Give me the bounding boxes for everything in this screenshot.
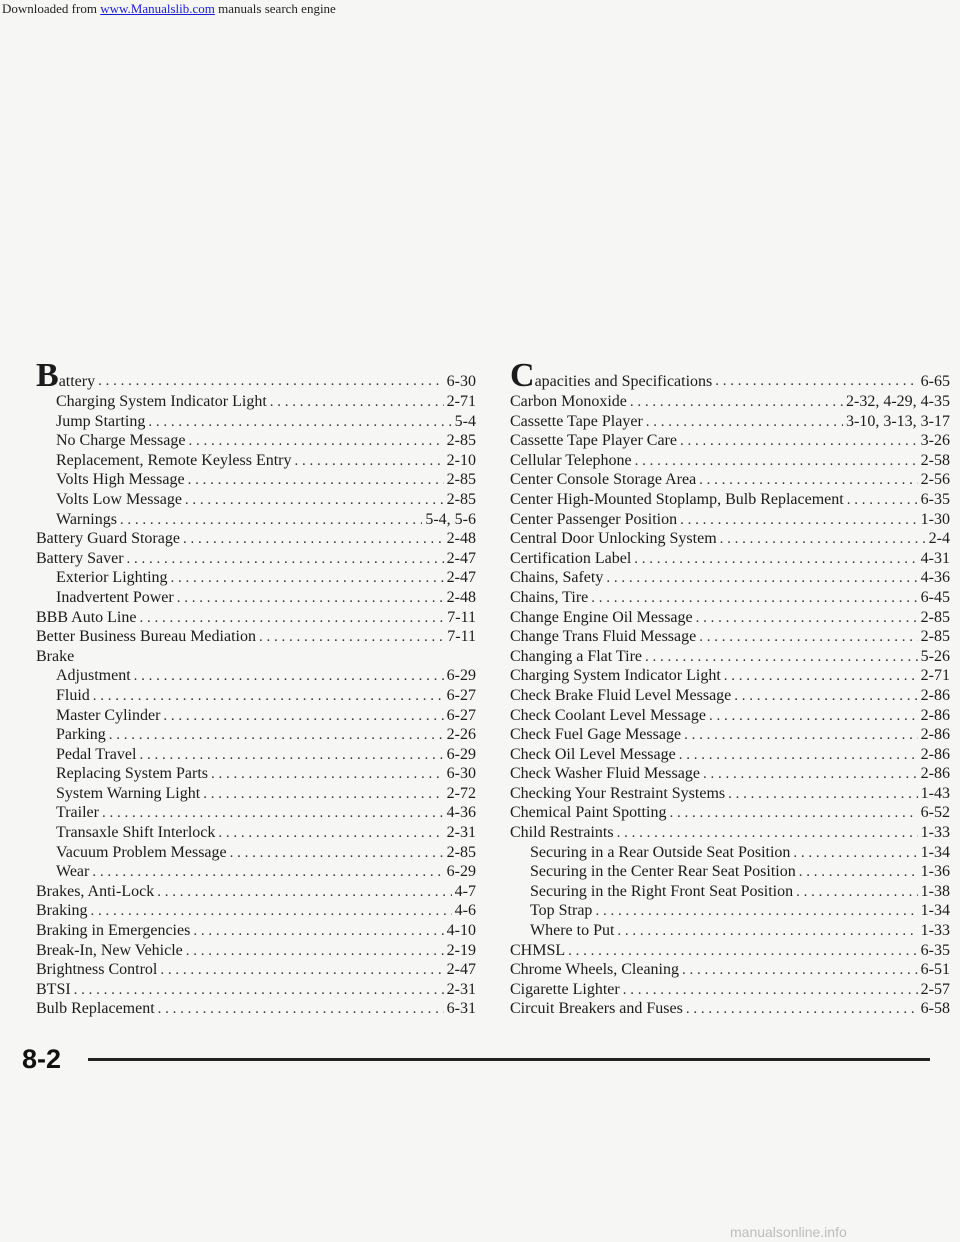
index-entry (36, 921, 476, 941)
entry-page-ref: 2-85 (920, 628, 950, 646)
dot-leader (568, 942, 918, 962)
entry-label: Securing in the Right Front Seat Position (530, 882, 794, 900)
footer-rule (88, 1058, 930, 1061)
entry-page-ref: 2-86 (920, 686, 950, 704)
index-entry (510, 901, 950, 921)
entry-page-ref: 6-29 (446, 745, 476, 763)
drop-cap: B (36, 357, 59, 395)
entry-label: No Charge Message (56, 432, 186, 450)
drop-cap: C (510, 357, 535, 395)
index-entry (510, 706, 950, 726)
entry-page-ref: 2-10 (446, 451, 476, 469)
entry-page-ref: 2-19 (446, 941, 476, 959)
entry-label: BBB Auto Line (36, 608, 137, 626)
entry-label: Check Oil Level Message (510, 745, 676, 763)
index-entry (510, 823, 950, 843)
entry-page-ref: 2-71 (920, 667, 950, 685)
entry-page-ref: 4-31 (920, 549, 950, 567)
entry-page-ref: 1-33 (920, 824, 950, 842)
index-entry (510, 999, 950, 1019)
index-entry (36, 784, 476, 804)
index-entry (36, 568, 476, 588)
index-entry (36, 627, 476, 647)
entry-page-ref: 2-47 (446, 569, 476, 587)
entry-page-ref: 1-34 (920, 843, 950, 861)
dot-leader (183, 530, 444, 550)
index-entry (36, 412, 476, 432)
index-entry (36, 803, 476, 823)
dot-leader (93, 687, 444, 707)
index-entry (510, 941, 950, 961)
entry-label: Jump Starting (56, 412, 146, 430)
banner-suffix: manuals search engine (214, 1, 336, 16)
entry-label: Transaxle Shift Interlock (56, 824, 216, 842)
index-entry (510, 412, 950, 432)
entry-page-ref: 6-35 (920, 490, 950, 508)
entry-label: Circuit Breakers and Fuses (510, 1000, 683, 1018)
entry-label: Cellular Telephone (510, 451, 632, 469)
index-entry (36, 862, 476, 882)
entry-page-ref: 7-11 (447, 628, 476, 646)
entry-label: Volts High Message (56, 471, 185, 489)
entry-page-ref: 2-86 (920, 765, 950, 783)
dot-leader (734, 687, 917, 707)
entry-label: Chemical Paint Spotting (510, 804, 667, 822)
entry-page-ref: 6-65 (920, 373, 950, 391)
index-entry (36, 510, 476, 530)
entry-page-ref: 5-4, 5-6 (425, 510, 476, 528)
entry-label: Brakes, Anti-Lock (36, 882, 155, 900)
entry-label: Break-In, New Vehicle (36, 941, 183, 959)
entry-label: Securing in a Rear Outside Seat Position (530, 843, 791, 861)
index-column-left (36, 357, 476, 1019)
entry-page-ref: 2-47 (446, 549, 476, 567)
entry-page-ref: 2-4 (928, 530, 950, 548)
dot-leader (193, 922, 443, 942)
index-entry (36, 725, 476, 745)
dot-leader (724, 667, 918, 687)
entry-page-ref: 2-56 (920, 471, 950, 489)
entry-page-ref: 2-32, 4-29, 4-35 (846, 393, 950, 410)
dot-leader (177, 589, 444, 609)
index-entry (36, 608, 476, 628)
index-entry (510, 666, 950, 686)
dot-leader (699, 628, 917, 648)
entry-page-ref: 6-27 (446, 686, 476, 704)
entry-label: Change Trans Fluid Message (510, 628, 697, 646)
dot-leader (127, 550, 444, 570)
page-number: 8-2 (22, 1044, 62, 1074)
entry-page-ref: 1-43 (920, 784, 950, 802)
entry-label: Replacement, Remote Keyless Entry (56, 451, 292, 469)
entry-label: Exterior Lighting (56, 569, 168, 587)
index-entry (510, 608, 950, 628)
index-entry (510, 784, 950, 804)
dot-leader (646, 413, 843, 433)
entry-page-ref: 3-10, 3-13, 3-17 (846, 412, 950, 430)
dot-leader (157, 883, 451, 903)
index-entry (510, 980, 950, 1000)
dot-leader (696, 609, 918, 629)
dot-leader (682, 961, 918, 981)
index-column-right (510, 357, 950, 1019)
entry-label: Check Brake Fluid Level Message (510, 686, 732, 704)
entry-page-ref: 4-36 (920, 569, 950, 587)
entry-page-ref: 2-31 (446, 824, 476, 842)
dot-leader (270, 393, 444, 413)
entry-label: Check Fuel Gage Message (510, 726, 682, 744)
entry-page-ref: 6-58 (920, 1000, 950, 1018)
index-entry (36, 451, 476, 471)
dot-leader (680, 511, 918, 531)
dot-leader (796, 883, 918, 903)
entry-label: Parking (56, 726, 106, 744)
index-entry (510, 882, 950, 902)
dot-leader (635, 452, 918, 472)
dot-leader (139, 746, 443, 766)
entry-label: Battery Guard Storage (36, 530, 180, 548)
dot-leader (720, 530, 926, 550)
entry-label: Center High-Mounted Stoplamp, Bulb Replacement (510, 490, 844, 508)
entry-label: Securing in the Center Rear Seat Position (530, 863, 796, 881)
index-entry (510, 357, 950, 395)
entry-page-ref: 4-6 (454, 902, 476, 920)
index-entry (36, 823, 476, 843)
dot-leader (188, 432, 443, 452)
entry-label: Battery Saver (36, 549, 124, 567)
entry-page-ref: 2-85 (446, 490, 476, 508)
entry-label: Bulb Replacement (36, 1000, 155, 1018)
entry-label: BTSI (36, 980, 71, 998)
entry-label: Chrome Wheels, Cleaning (510, 961, 679, 979)
dot-leader (218, 824, 443, 844)
dot-leader (617, 824, 918, 844)
index-entry (510, 510, 950, 530)
index-entry (36, 588, 476, 608)
entry-label: Better Business Bureau Mediation (36, 628, 256, 646)
entry-page-ref: 6-52 (920, 804, 950, 822)
index-entry (36, 529, 476, 549)
entry-page-ref: 7-11 (447, 608, 476, 626)
index-entry (510, 529, 950, 549)
entry-page-ref: 2-31 (446, 980, 476, 998)
index-entry (510, 843, 950, 863)
dot-leader (163, 707, 443, 727)
entry-page-ref: 2-47 (446, 961, 476, 979)
entry-label: Master Cylinder (56, 706, 161, 724)
dot-leader (158, 1000, 444, 1020)
index-entry (510, 647, 950, 667)
entry-page-ref: 5-26 (920, 647, 950, 665)
entry-label: Certification Label (510, 549, 632, 567)
entry-label: Vacuum Problem Message (56, 843, 227, 861)
entry-label: Pedal Travel (56, 745, 137, 763)
entry-label: Cassette Tape Player Care (510, 432, 677, 450)
entry-label: Carbon Monoxide (510, 393, 627, 410)
entry-page-ref: 5-4 (454, 412, 476, 430)
index-entry (36, 686, 476, 706)
entry-label: Inadvertent Power (56, 588, 174, 606)
entry-page-ref: 6-51 (920, 961, 950, 979)
entry-label: Braking (36, 902, 88, 920)
entry-label: CHMSL (510, 941, 566, 959)
entry-page-ref: 2-72 (446, 784, 476, 802)
entry-label: Top Strap (530, 902, 593, 920)
entry-label (36, 357, 96, 395)
index-entry (36, 647, 476, 667)
dot-leader (715, 372, 917, 392)
dot-leader (259, 628, 444, 648)
entry-page-ref: 6-27 (446, 706, 476, 724)
dot-leader (617, 922, 917, 942)
entry-label: Brake (36, 647, 75, 665)
entry-page-ref: 6-30 (446, 765, 476, 783)
entry-page-ref: 4-7 (454, 882, 476, 900)
entry-page-ref: 2-85 (920, 608, 950, 626)
dot-leader (623, 981, 918, 1001)
entry-label: Checking Your Restraint Systems (510, 784, 726, 802)
dot-leader (595, 902, 917, 922)
entry-label: Where to Put (530, 922, 615, 940)
entry-page-ref: 2-71 (446, 393, 476, 410)
index-entry (36, 431, 476, 451)
index-entry (36, 764, 476, 784)
index-entry (36, 980, 476, 1000)
index-entry (36, 960, 476, 980)
entry-page-ref: 6-31 (446, 1000, 476, 1018)
index-entry (36, 392, 476, 412)
entry-label (510, 357, 713, 395)
index-entry (36, 843, 476, 863)
dot-leader (120, 511, 422, 531)
entry-label: Chains, Tire (510, 588, 589, 606)
entry-page-ref: 2-86 (920, 706, 950, 724)
entry-label: System Warning Light (56, 784, 201, 802)
index-entry (36, 999, 476, 1019)
entry-page-ref: 2-86 (920, 745, 950, 763)
dot-leader (793, 844, 917, 864)
dot-leader (709, 707, 918, 727)
index-entry (510, 431, 950, 451)
entry-label: Adjustment (56, 667, 131, 685)
entry-page-ref: 1-38 (920, 882, 950, 900)
index-entry (510, 490, 950, 510)
dot-leader (171, 569, 444, 589)
dot-leader (703, 765, 918, 785)
entry-page-ref: 4-10 (446, 922, 476, 940)
entry-page-ref: 6-30 (446, 373, 476, 391)
entry-label: Volts Low Message (56, 490, 182, 508)
index-entry (36, 549, 476, 569)
entry-page-ref: 1-30 (920, 510, 950, 528)
entry-label: Braking in Emergencies (36, 922, 191, 940)
entry-label: Changing a Flat Tire (510, 647, 643, 665)
dot-leader (185, 491, 444, 511)
dot-leader (645, 648, 918, 668)
entry-page-ref: 1-36 (920, 863, 950, 881)
entry-label: Warnings (56, 510, 117, 528)
entry-label: Charging System Indicator Light (56, 393, 267, 410)
dot-leader (74, 981, 444, 1001)
entry-label: Chains, Safety (510, 569, 604, 587)
index-entry (510, 921, 950, 941)
dot-leader (680, 432, 918, 452)
index-entry (510, 803, 950, 823)
index-entry (510, 470, 950, 490)
dot-leader (160, 961, 443, 981)
index-entry (510, 862, 950, 882)
entry-label: Wear (56, 863, 90, 881)
entry-page-ref: 2-85 (446, 432, 476, 450)
index-entry (36, 357, 476, 395)
entry-label: Trailer (56, 804, 99, 822)
index-entry (36, 490, 476, 510)
entry-label: Charging System Indicator Light (510, 667, 721, 685)
dot-leader (591, 589, 917, 609)
index-entry (510, 588, 950, 608)
dot-leader (669, 804, 917, 824)
entry-label: Center Passenger Position (510, 510, 678, 528)
entry-label: Center Console Storage Area (510, 471, 697, 489)
entry-page-ref: 6-45 (920, 588, 950, 606)
index-entry (510, 764, 950, 784)
drop-cap-rest: apacities and Specifications (534, 373, 713, 391)
dot-leader (699, 471, 918, 491)
entry-label: Check Coolant Level Message (510, 706, 706, 724)
index-entry (36, 745, 476, 765)
banner-prefix: Downloaded from (2, 1, 101, 16)
dot-leader (294, 452, 443, 472)
manualslib-link[interactable]: www.Manualslib.com (100, 1, 215, 16)
entry-label: Change Engine Oil Message (510, 608, 693, 626)
dot-leader (634, 550, 917, 570)
entry-label: Brightness Control (36, 961, 158, 979)
index-entry (36, 666, 476, 686)
drop-cap-rest: attery (58, 373, 96, 391)
dot-leader (92, 863, 443, 883)
index-entry (510, 960, 950, 980)
dot-leader (186, 942, 444, 962)
index-entry (510, 725, 950, 745)
entry-label: Cassette Tape Player (510, 412, 643, 430)
entry-page-ref: 2-85 (446, 471, 476, 489)
index-entry (510, 549, 950, 569)
dot-leader (799, 863, 918, 883)
dot-leader (188, 471, 444, 491)
entry-page-ref: 1-33 (920, 922, 950, 940)
dot-leader (134, 667, 444, 687)
entry-page-ref: 2-86 (920, 726, 950, 744)
entry-page-ref: 6-35 (920, 941, 950, 959)
watermark: manualsonline.info (730, 1224, 847, 1240)
dot-leader (109, 726, 444, 746)
dot-leader (728, 785, 918, 805)
dot-leader (630, 393, 843, 413)
entry-page-ref: 2-85 (446, 843, 476, 861)
index-entry (36, 470, 476, 490)
dot-leader (230, 844, 444, 864)
entry-page-ref: 4-36 (446, 804, 476, 822)
dot-leader (102, 804, 444, 824)
entry-label: Replacing System Parts (56, 765, 208, 783)
index-entry (510, 392, 950, 412)
dot-leader (684, 726, 918, 746)
index-entry (510, 686, 950, 706)
dot-leader (606, 569, 917, 589)
index-entry (510, 451, 950, 471)
index-entry (510, 627, 950, 647)
index-entry (36, 901, 476, 921)
entry-page-ref: 3-26 (920, 432, 950, 450)
entry-label: Check Washer Fluid Message (510, 765, 700, 783)
entry-page-ref: 1-34 (920, 902, 950, 920)
entry-page-ref: 2-58 (920, 451, 950, 469)
index-entry (36, 882, 476, 902)
entry-label: Cigarette Lighter (510, 980, 620, 998)
dot-leader (847, 491, 918, 511)
entry-label: Central Door Unlocking System (510, 530, 717, 548)
download-banner (0, 0, 960, 18)
entry-page-ref: 2-26 (446, 726, 476, 744)
index-entry (510, 745, 950, 765)
dot-leader (91, 902, 452, 922)
entry-page-ref: 6-29 (446, 863, 476, 881)
dot-leader (203, 785, 443, 805)
entry-page-ref: 2-48 (446, 588, 476, 606)
entry-page-ref: 6-29 (446, 667, 476, 685)
dot-leader (139, 609, 444, 629)
entry-page-ref: 2-57 (920, 980, 950, 998)
dot-leader (686, 1000, 918, 1020)
dot-leader (211, 765, 444, 785)
index-entry (36, 706, 476, 726)
dot-leader (98, 372, 444, 392)
index-entry (36, 941, 476, 961)
dot-leader (148, 413, 451, 433)
entry-page-ref: 2-48 (446, 530, 476, 548)
index-entry (510, 568, 950, 588)
entry-label: Fluid (56, 686, 90, 704)
dot-leader (679, 746, 918, 766)
entry-label: Child Restraints (510, 824, 614, 842)
